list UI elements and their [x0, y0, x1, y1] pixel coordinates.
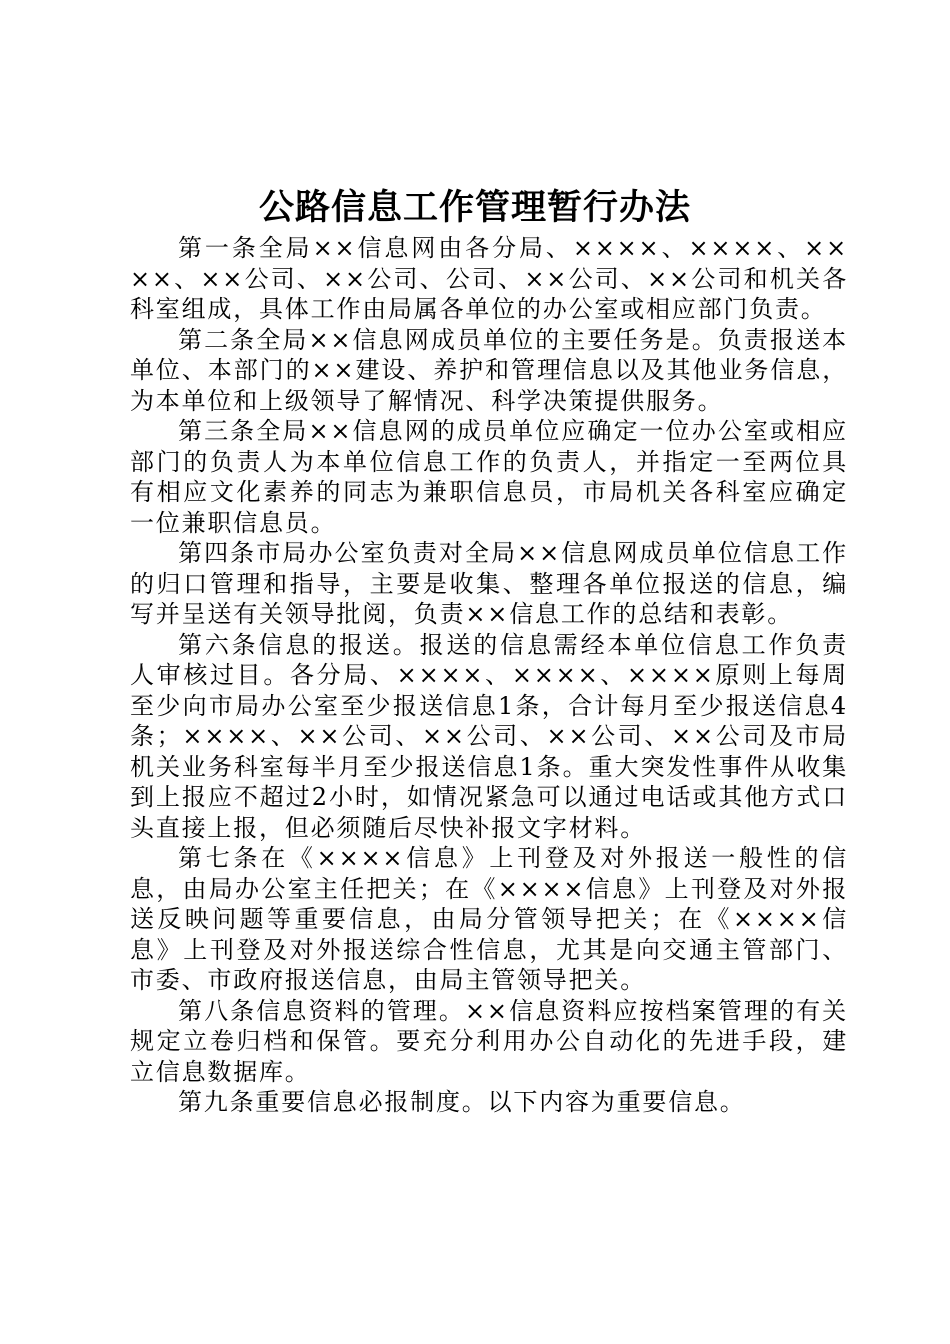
article-6-paragraph: 第六条信息的报送。报送的信息需经本单位信息工作负责人审核过目。各分局、××××、××××、××××原则上每周至少向市局办公室至少报送信息1条，合计每月至少报送信息4条；××××、××公司、××公司、××公司、××公司及市局机关业务科室每半月至少报送信息1条。重大突发性事件从收集到上报应不超过2小时，如情况紧急可以通过电话或其他方式口头直接上报，但必须随后尽快补报文字材料。: [130, 630, 848, 842]
document-title: 公路信息工作管理暂行办法: [258, 187, 691, 228]
article-9-paragraph: 第九条重要信息必报制度。以下内容为重要信息。: [178, 1088, 746, 1116]
article-4-paragraph: 第四条市局办公室负责对全局××信息网成员单位信息工作的归口管理和指导，主要是收集、整理各单位报送的信息，编写并呈送有关领导批阅，负责××信息工作的总结和表彰。: [130, 539, 848, 628]
document-body: [130, 233, 848, 1118]
article-8-paragraph: 第八条信息资料的管理。××信息资料应按档案管理的有关规定立卷归档和保管。要充分利用办公自动化的先进手段，建立信息数据库。: [130, 996, 848, 1086]
article-3-paragraph: 第三条全局××信息网的成员单位应确定一位办公室或相应部门的负责人为本单位信息工作的负责人，并指定一至两位具有相应文化素养的同志为兼职信息员，市局机关各科室应确定一位兼职信息员。: [130, 417, 848, 537]
article-2-paragraph: 第二条全局××信息网成员单位的主要任务是。负责报送本单位、本部门的××建设、养护和管理信息以及其他业务信息，为本单位和上级领导了解情况、科学决策提供服务。: [130, 325, 848, 415]
article-7-paragraph: 第七条在《××××信息》上刊登及对外报送一般性的信息，由局办公室主任把关；在《××××信息》上刊登及对外报送反映问题等重要信息，由局分管领导把关；在《××××信息》上刊登及对外报送综合性信息，尤其是向交通主管部门、市委、市政府报送信息，由局主管领导把关。: [130, 844, 848, 994]
article-1-paragraph: 第一条全局××信息网由各分局、××××、××××、××××、××公司、××公司、公司、××公司、××公司和机关各科室组成，具体工作由局属各单位的办公室或相应部门负责。: [130, 234, 848, 323]
